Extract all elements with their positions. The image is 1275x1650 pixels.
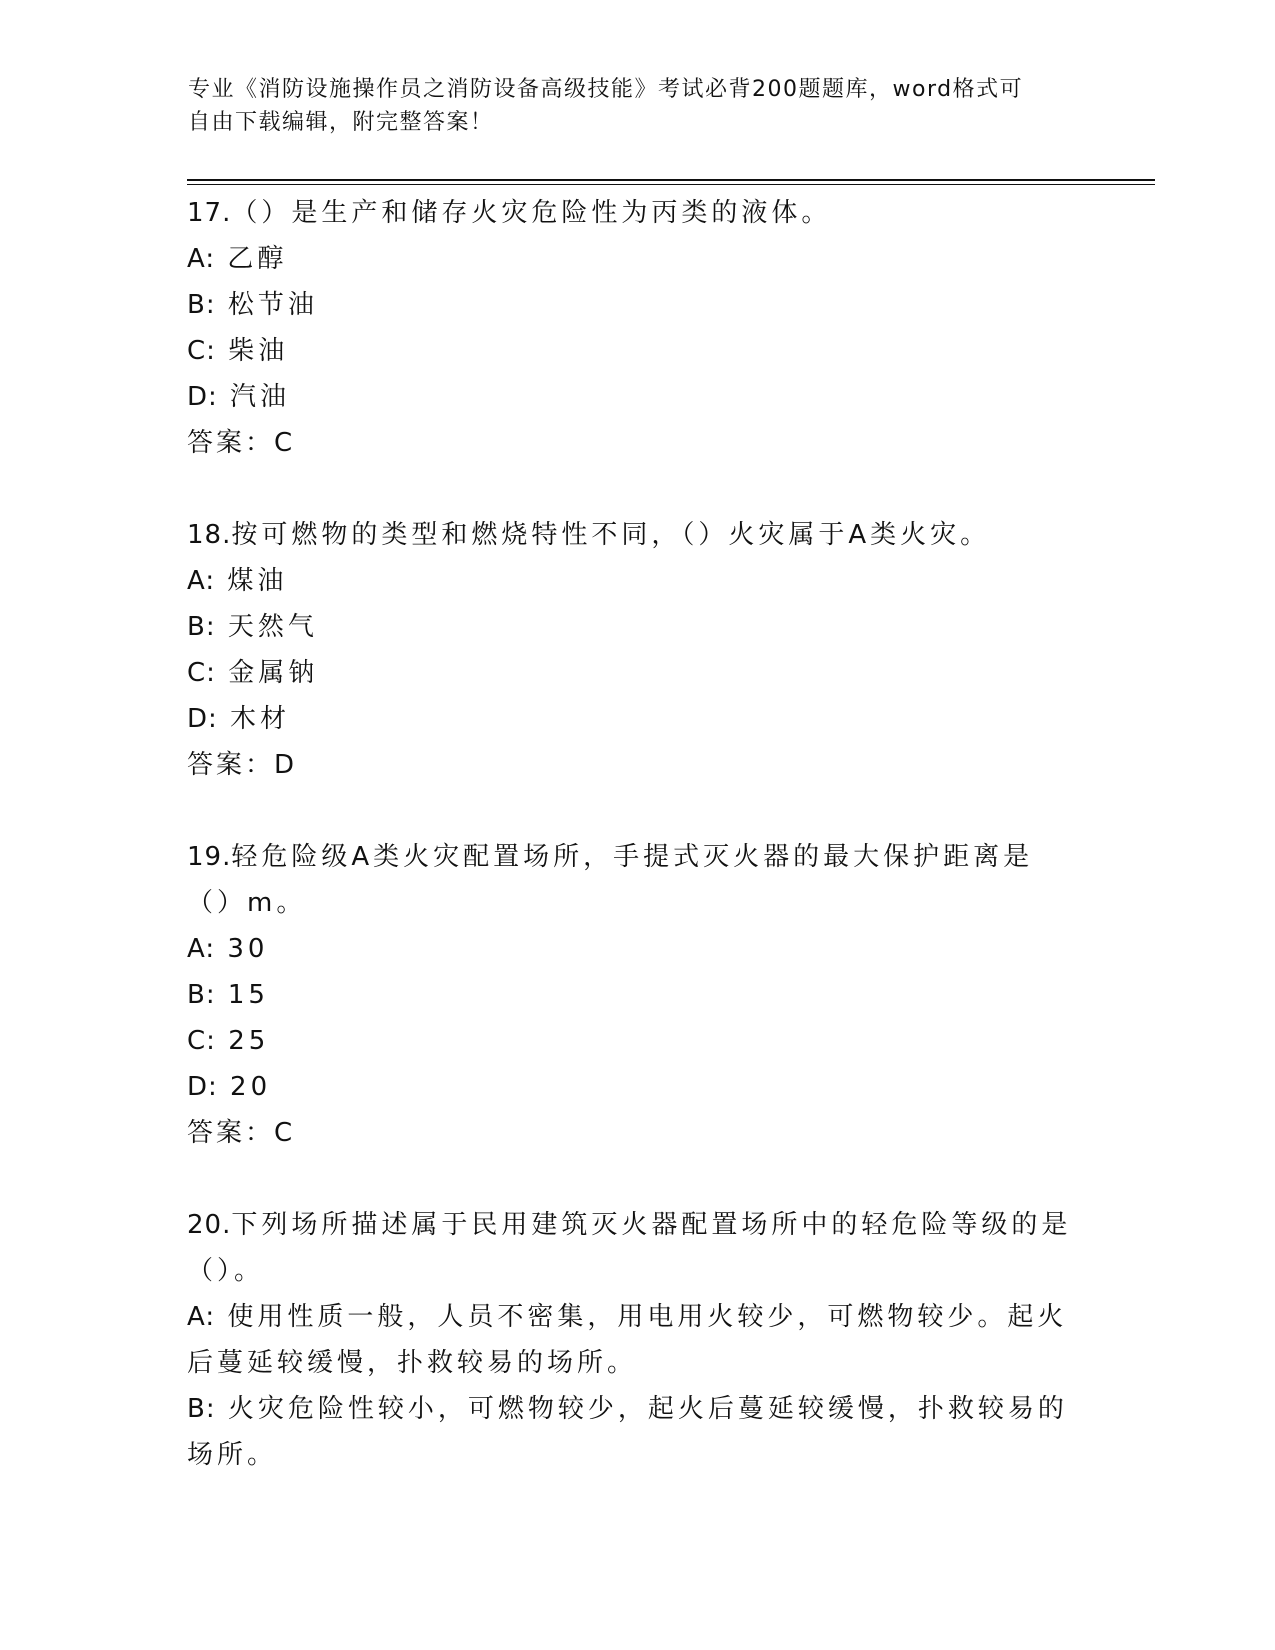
option-b <box>187 972 1077 1018</box>
answer-line: 答案：C <box>187 428 296 458</box>
option-key: B: <box>187 612 216 642</box>
question-17 <box>187 190 1077 466</box>
option-key: A: <box>187 566 216 596</box>
option-text: 柴油 <box>228 336 289 366</box>
option-key: B: <box>187 1394 216 1424</box>
question-number: 20. <box>187 1210 232 1240</box>
option-text: 30 <box>227 934 269 964</box>
option-key: B: <box>187 290 216 320</box>
option-c <box>187 1018 1077 1064</box>
option-key: C: <box>187 1026 216 1056</box>
option-text: 木材 <box>230 704 291 734</box>
option-text: 使用性质一般，人员不密集，用电用火较少，可燃物较少。起火后蔓延较缓慢，扑救较易的场所。 <box>187 1302 1068 1378</box>
option-text: 乙醇 <box>227 244 288 274</box>
question-number: 17. <box>187 198 232 228</box>
option-key: B: <box>187 980 216 1010</box>
option-key: D: <box>187 1072 218 1102</box>
question-spacer <box>187 1156 1077 1202</box>
question-text: 按可燃物的类型和燃烧特性不同，（）火灾属于A类火灾。 <box>231 520 991 550</box>
option-b <box>187 604 1077 650</box>
document-header <box>188 73 1068 139</box>
question-stem <box>187 190 1077 236</box>
option-text: 天然气 <box>227 612 318 642</box>
question-text: （）是生产和储存火灾危险性为丙类的液体。 <box>231 198 832 228</box>
header-divider-thick <box>187 179 1155 181</box>
question-text: 轻危险级A类火灾配置场所，手提式灭火器的最大保护距离是（）m。 <box>187 842 1034 918</box>
question-stem <box>187 1202 1077 1294</box>
header-divider-thin <box>187 184 1155 185</box>
option-b <box>187 282 1077 328</box>
option-text: 15 <box>227 980 269 1010</box>
answer-line: 答案：D <box>187 750 298 780</box>
option-a <box>187 926 1077 972</box>
option-text: 25 <box>228 1026 270 1056</box>
option-a <box>187 1294 1077 1386</box>
option-text: 煤油 <box>227 566 288 596</box>
option-text: 金属钠 <box>228 658 319 688</box>
question-stem <box>187 834 1077 926</box>
option-c <box>187 328 1077 374</box>
option-text: 松节油 <box>227 290 318 320</box>
question-18 <box>187 512 1077 788</box>
option-key: A: <box>187 244 216 274</box>
option-text: 火灾危险性较小，可燃物较少，起火后蔓延较缓慢，扑救较易的场所。 <box>187 1394 1068 1470</box>
question-20 <box>187 1202 1077 1478</box>
header-line-1: 专业《消防设施操作员之消防设备高级技能》考试必背200题题库，word格式可 <box>188 77 1024 102</box>
question-number: 18. <box>187 520 232 550</box>
question-number: 19. <box>187 842 232 872</box>
question-19 <box>187 834 1077 1156</box>
question-spacer <box>187 788 1077 834</box>
option-d <box>187 1064 1077 1110</box>
header-line-2: 自由下载编辑，附完整答案！ <box>188 110 494 135</box>
question-list <box>187 190 1077 1478</box>
option-text: 20 <box>230 1072 272 1102</box>
option-d <box>187 374 1077 420</box>
option-text: 汽油 <box>230 382 291 412</box>
option-key: C: <box>187 336 216 366</box>
answer-line: 答案：C <box>187 1118 296 1148</box>
option-c <box>187 650 1077 696</box>
option-key: A: <box>187 934 216 964</box>
question-spacer <box>187 466 1077 512</box>
option-key: D: <box>187 382 218 412</box>
option-a <box>187 558 1077 604</box>
option-b <box>187 1386 1077 1478</box>
question-stem <box>187 512 1077 558</box>
option-key: C: <box>187 658 216 688</box>
option-key: D: <box>187 704 218 734</box>
option-d <box>187 696 1077 742</box>
option-a <box>187 236 1077 282</box>
option-key: A: <box>187 1302 216 1332</box>
question-text: 下列场所描述属于民用建筑灭火器配置场所中的轻危险等级的是（）。 <box>187 1210 1072 1286</box>
